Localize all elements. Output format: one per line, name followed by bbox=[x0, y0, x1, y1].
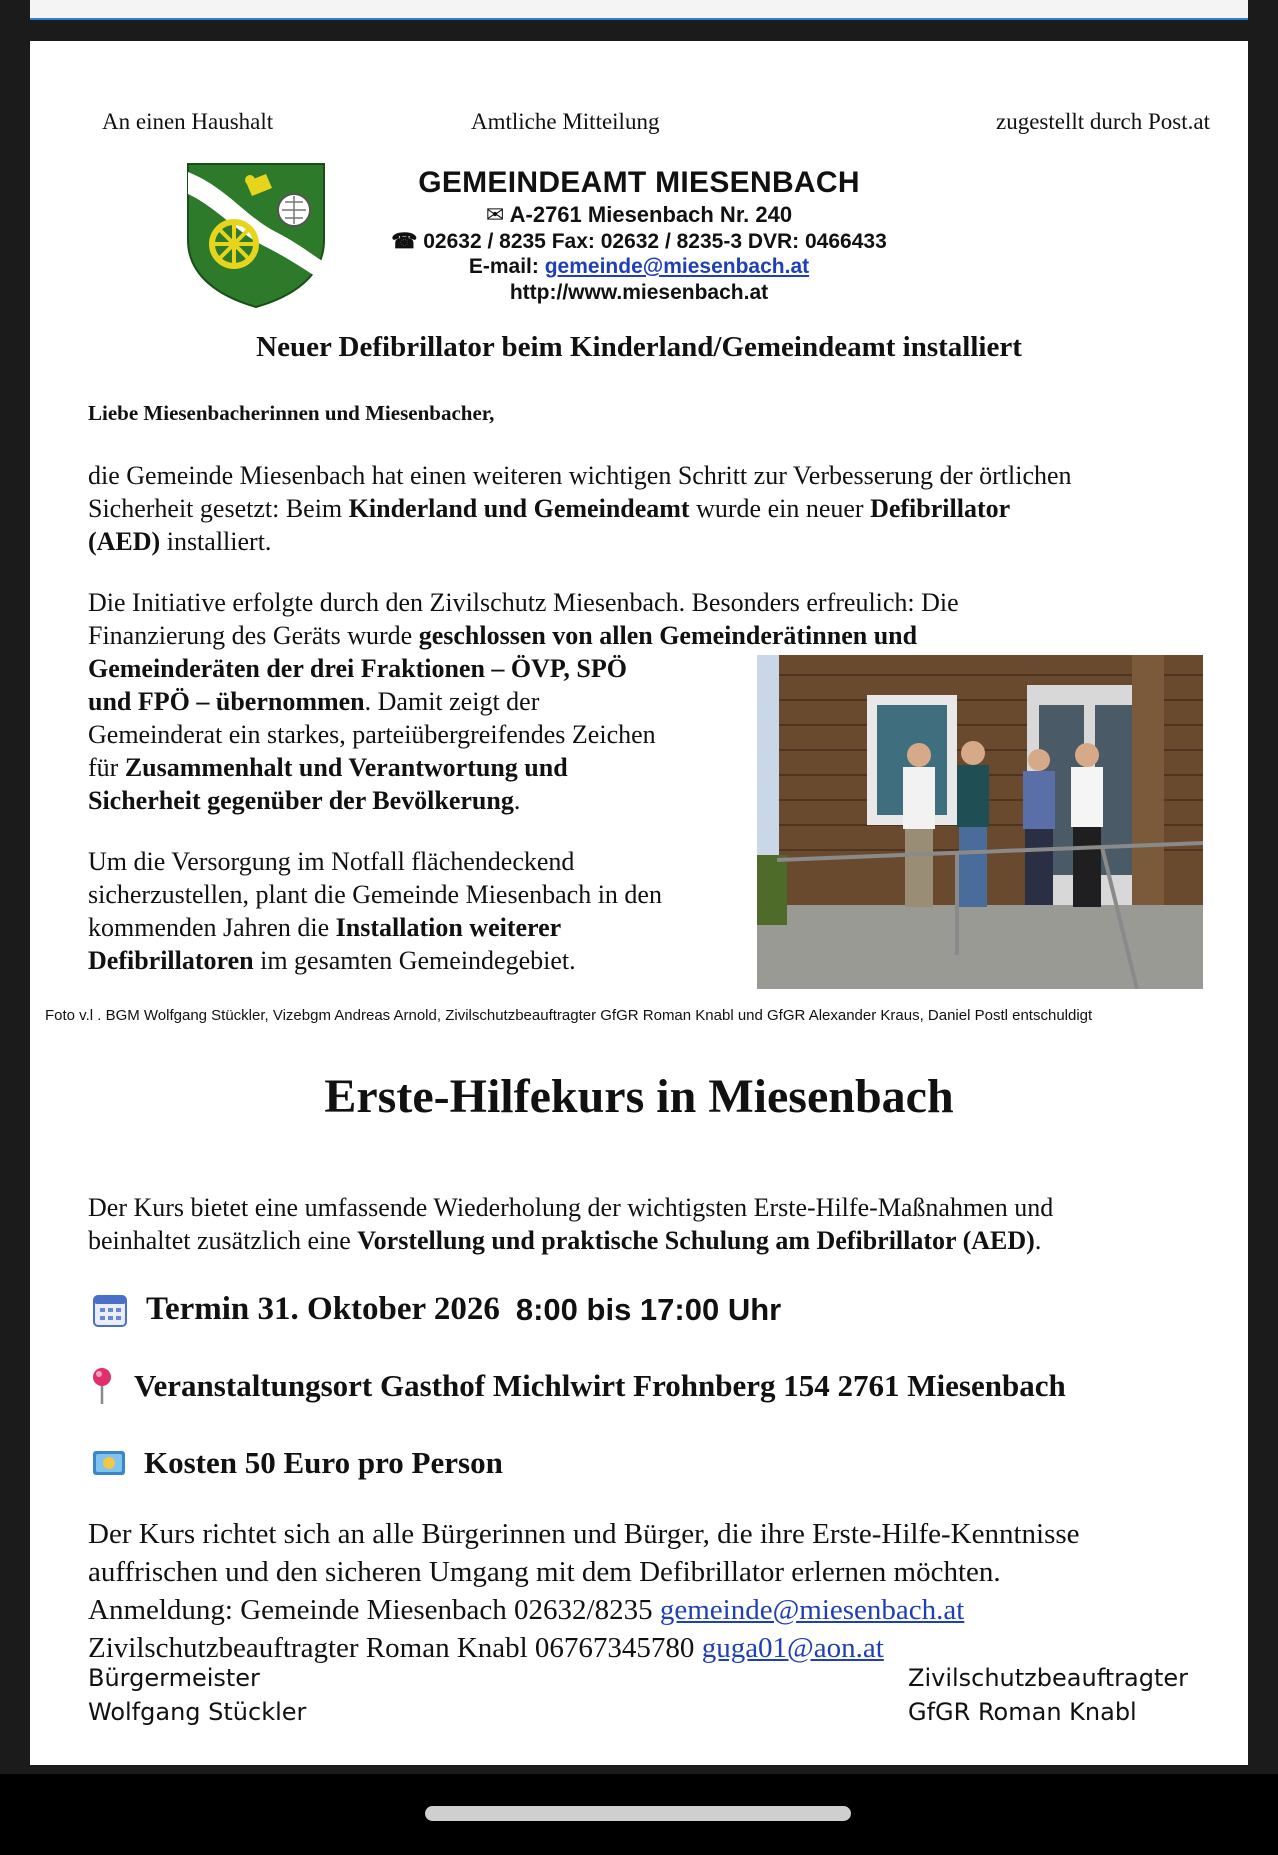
contact-email-link[interactable]: guga01@aon.at bbox=[701, 1632, 884, 1664]
course-line: auffrischen und den sicheren Umgang mit dem Defibrillator erlernen möchten. bbox=[88, 1556, 1001, 1588]
email-label: E-mail: bbox=[468, 255, 539, 278]
course-line: Der Kurs richtet sich an alle Bürgerinnen und Bürger, die ihre Erste-Hilfe-Kenntnisse bbox=[88, 1518, 1080, 1550]
pin-icon bbox=[88, 1366, 116, 1406]
course-line: Anmeldung: Gemeinde Miesenbach 02632/8235 gemeinde@miesenbach.at bbox=[88, 1594, 965, 1626]
top-strip bbox=[30, 0, 1248, 20]
calendar-icon bbox=[92, 1292, 128, 1328]
photo-caption: Foto v.l . BGM Wolfgang Stückler, Vizebgm Andreas Arnold, Zivilschutzbeauftragter GfGR Roman Knabl und GfGR Alexander Kraus, Daniel Postl entschuldigt bbox=[45, 1007, 1093, 1024]
paragraph-1 bbox=[88, 459, 1208, 558]
signature-left-name: Wolfgang Stückler bbox=[88, 1698, 307, 1726]
paragraph-3 bbox=[88, 845, 748, 977]
p2-line: für Zusammenhalt und Verantwortung und bbox=[88, 753, 568, 782]
course-paragraph bbox=[88, 1515, 1238, 1667]
home-gesture-bar[interactable] bbox=[425, 1806, 851, 1821]
p2-line: Die Initiative erfolgte durch den Zivilschutz Miesenbach. Besonders erfreulich: Die bbox=[88, 588, 959, 617]
p1-line: Sicherheit gesetzt: Beim Kinderland und Gemeindeamt wurde ein neuer Defibrillator bbox=[88, 494, 1011, 523]
p2-line: Sicherheit gegenüber der Bevölkerung. bbox=[88, 786, 521, 815]
course-cost bbox=[92, 1445, 503, 1481]
course-date bbox=[92, 1291, 781, 1328]
headline: Neuer Defibrillator beim Kinderland/Gemeindeamt installiert bbox=[256, 331, 1022, 363]
course-intro bbox=[88, 1191, 1208, 1257]
p3-line: Um die Versorgung im Notfall flächendeckend bbox=[88, 847, 575, 876]
office-phone bbox=[30, 229, 1248, 254]
signature-left-title: Bürgermeister bbox=[88, 1664, 260, 1692]
website[interactable]: http://www.miesenbach.at bbox=[509, 281, 769, 304]
signature-right-title: Zivilschutzbeauftragter bbox=[908, 1664, 1188, 1692]
p2-line: Gemeinderat ein starkes, parteiübergreifendes Zeichen bbox=[88, 720, 656, 749]
p3-line: kommenden Jahren die Installation weiterer bbox=[88, 913, 562, 942]
course-location bbox=[88, 1366, 1066, 1406]
office-name: GEMEINDEAMT MIESENBACH bbox=[418, 166, 860, 199]
p3-line: Defibrillatoren im gesamten Gemeindegebiet. bbox=[88, 946, 576, 975]
date-text: Termin 31. Oktober 2026 bbox=[146, 1291, 500, 1327]
address-text: A-2761 Miesenbach Nr. 240 bbox=[509, 202, 793, 227]
registration-email-link[interactable]: gemeinde@miesenbach.at bbox=[659, 1594, 965, 1626]
document-page bbox=[30, 41, 1248, 1765]
signature-left bbox=[88, 1661, 306, 1729]
envelope-icon: ✉ bbox=[485, 202, 505, 227]
header-center: Amtliche Mitteilung bbox=[471, 109, 660, 134]
cost-text: Kosten 50 Euro pro Person bbox=[144, 1445, 503, 1480]
p3-line: sicherzustellen, plant die Gemeinde Miesenbach in den bbox=[88, 880, 662, 909]
intro-line: beinhaltet zusätzlich eine Vorstellung und praktische Schulung am Defibrillator (AED). bbox=[88, 1226, 1042, 1255]
greeting: Liebe Miesenbacherinnen und Miesenbacher, bbox=[88, 401, 495, 425]
office-email bbox=[30, 255, 1248, 279]
p2-line: Gemeinderäten der drei Fraktionen – ÖVP, SPÖ bbox=[88, 654, 627, 683]
course-title: Erste-Hilfekurs in Miesenbach bbox=[324, 1070, 954, 1123]
p1-line: (AED) installiert. bbox=[88, 527, 272, 556]
header-right: zugestellt durch Post.at bbox=[996, 109, 1210, 134]
phone-text: 02632 / 8235 Fax: 02632 / 8235-3 DVR: 0466433 bbox=[423, 230, 887, 253]
signature-right-name: GfGR Roman Knabl bbox=[908, 1698, 1137, 1726]
signature-right bbox=[908, 1661, 1188, 1729]
p1-line: die Gemeinde Miesenbach hat einen weiteren wichtigen Schritt zur Verbesserung der örtlichen bbox=[88, 461, 1072, 490]
header-left: An einen Haushalt bbox=[102, 109, 274, 134]
email-link[interactable]: gemeinde@miesenbach.at bbox=[544, 255, 810, 278]
course-line: Zivilschutzbeauftragter Roman Knabl 06767345780 guga01@aon.at bbox=[88, 1632, 884, 1664]
p2-line: und FPÖ – übernommen. Damit zeigt der bbox=[88, 687, 540, 716]
phone-icon: ☎ bbox=[391, 230, 418, 253]
time-text: 8:00 bis 17:00 Uhr bbox=[515, 1291, 782, 1327]
location-text: Veranstaltungsort Gasthof Michlwirt Frohnberg 154 2761 Miesenbach bbox=[134, 1368, 1066, 1403]
office-address bbox=[30, 202, 1248, 228]
intro-line: Der Kurs bietet eine umfassende Wiederholung der wichtigsten Erste-Hilfe-Maßnahmen und bbox=[88, 1193, 1054, 1222]
money-icon bbox=[92, 1448, 126, 1478]
group-photo bbox=[757, 655, 1203, 989]
p2-line: Finanzierung des Geräts wurde geschlossen von allen Gemeinderätinnen und bbox=[88, 621, 918, 650]
